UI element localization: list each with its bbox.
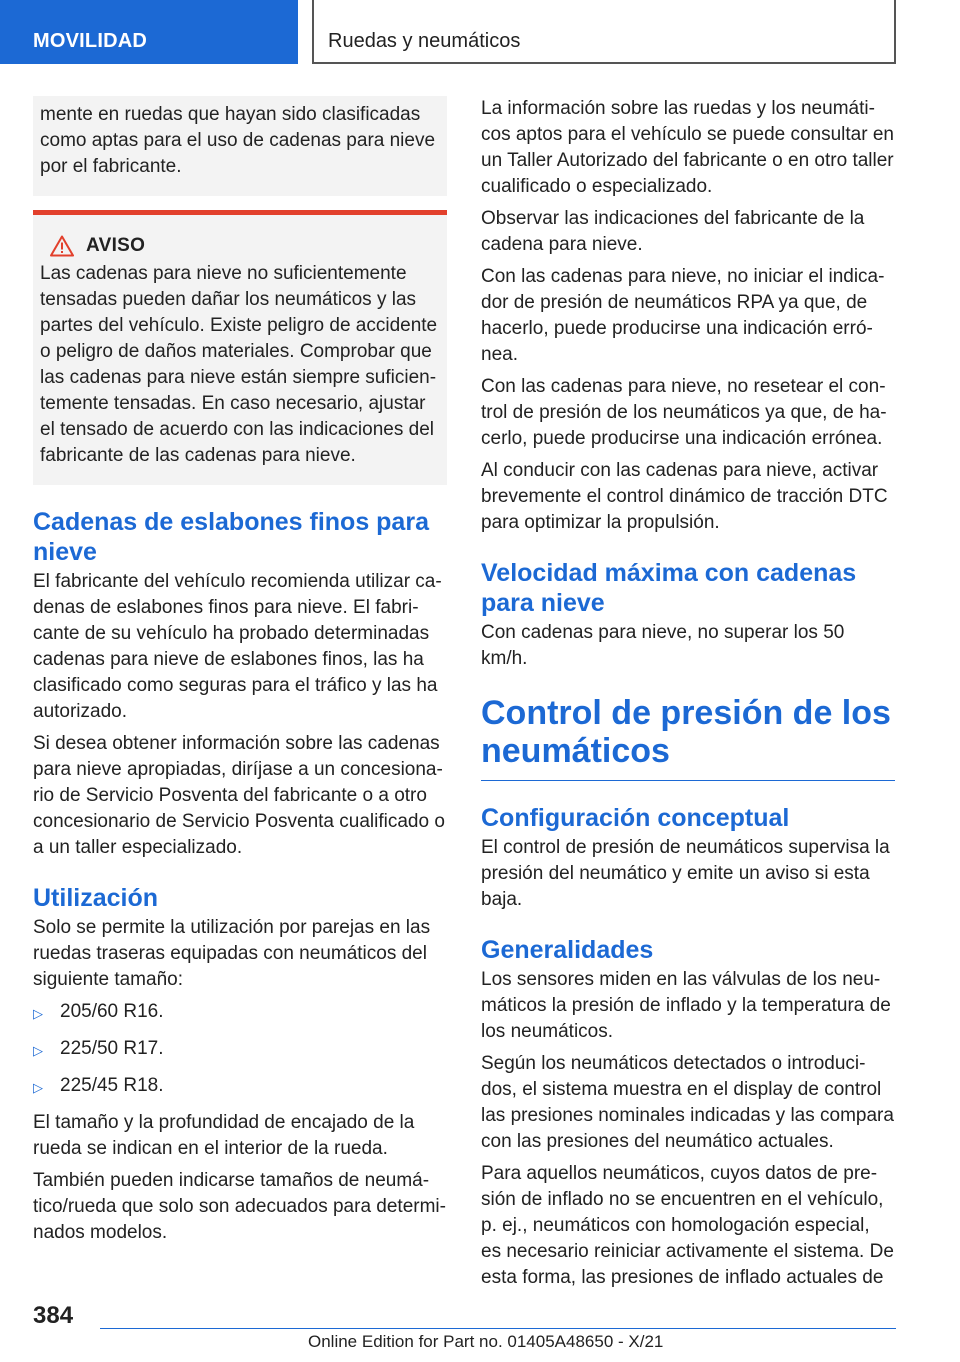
footer-divider: [100, 1328, 896, 1329]
left-column: [33, 96, 447, 1252]
paragraph: También pueden indicarse tamaños de neumático/rueda que solo son adecuados para determinados modelos.: [33, 1170, 446, 1243]
paragraph: Con las cadenas para nieve, no iniciar el indicador de presión de neumáticos RPA ya que, de hacerlo, puede producirse una indicación errónea.: [481, 266, 885, 365]
paragraph: Según los neumáticos detectados o introducidos, el sistema muestra en el display de control las presiones nominales indicadas y las compara con las presiones del neumático actuales.: [481, 1053, 894, 1152]
warning-box: [33, 210, 447, 485]
footer-edition: Online Edition for Part no. 01405A48650 - X/21: [308, 1332, 664, 1351]
warning-text: Las cadenas para nieve no suficientemente tensadas pueden dañar los neumáticos y las partes del vehículo. Existe peligro de accidente o peligro de daños materiales. Comprobar que las cadenas para nieve están siempre suficientemente tensadas. En caso necesario, ajustar el tensado de acuerdo con las indicaciones del fabricante de las cadenas para nieve.: [40, 263, 438, 466]
paragraph: La información sobre las ruedas y los neumáticos aptos para el vehículo se puede consultar en un Taller Autorizado del fabricante o en otro taller cualificado o especializado.: [481, 98, 894, 197]
section-title-max-speed: Velocidad máxima con cadenas para nieve: [481, 559, 857, 617]
paragraph: El control de presión de neumáticos supervisa la presión del neumático y emite un aviso si esta baja.: [481, 837, 890, 910]
section-title-general: Generalidades: [481, 936, 654, 964]
list-item: ▷ 225/50 R17.: [33, 1036, 447, 1064]
warning-triangle-icon: [50, 235, 74, 257]
paragraph: Solo se permite la utilización por parejas en las ruedas traseras equipadas con neumáticos del siguiente tamaño:: [33, 917, 431, 990]
list-item: ▷ 225/45 R18.: [33, 1073, 447, 1101]
paragraph: El tamaño y la profundidad de encajado de la rueda se indican en el interior de la rueda.: [33, 1112, 415, 1159]
list-item: ▷ 205/60 R16.: [33, 999, 447, 1027]
triangle-bullet-icon: ▷: [33, 1006, 43, 1021]
paragraph: Con cadenas para nieve, no superar los 50 km/h.: [481, 622, 845, 669]
triangle-bullet-icon: ▷: [33, 1043, 43, 1058]
warning-title: AVISO: [86, 235, 146, 256]
triangle-bullet-icon: ▷: [33, 1080, 43, 1095]
paragraph: Los sensores miden en las válvulas de los neumáticos la presión de inflado y la temperatura de los neumáticos.: [481, 969, 891, 1042]
right-column: [481, 96, 895, 1297]
paragraph: Para aquellos neumáticos, cuyos datos de presión de inflado no se encuentren en el vehículo, p. ej., neumáticos con homologación especial, es necesario reiniciar activamente el sistema. De esta forma, las presiones de inflado actuales de: [481, 1163, 894, 1288]
page-header: [0, 0, 960, 66]
paragraph: Observar las indicaciones del fabricante de la cadena para nieve.: [481, 208, 865, 255]
chapter-title-tab: Ruedas y neumáticos: [312, 0, 896, 64]
section-title-usage: Utilización: [33, 884, 159, 912]
section-tab: MOVILIDAD: [0, 0, 298, 64]
paragraph: Si desea obtener información sobre las cadenas para nieve apropiadas, diríjase a un concesionario de Servicio Posventa del fabricante o a otro concesionario de Servicio Posventa cualificado o a un taller especializado.: [33, 733, 445, 858]
section-title-fine-link-chains: Cadenas de eslabones finos para nieve: [33, 508, 429, 566]
note-box: [33, 96, 447, 196]
note-text: mente en ruedas que hayan sido clasificadas como aptas para el uso de cadenas para nieve por el fabricante.: [40, 104, 436, 177]
section-title-concept: Configuración conceptual: [481, 804, 790, 832]
page-number: 384: [33, 1302, 74, 1329]
tire-size-list: [33, 999, 447, 1101]
paragraph: El fabricante del vehículo recomienda utilizar cadenas de eslabones finos para nieve. El fabricante de su vehículo ha probado determinadas cadenas para nieve de eslabones finos, las ha clasificado como seguras para el tráfico y las ha autorizado.: [33, 571, 442, 722]
chapter-heading-tire-pressure: Control de presión de los neumáticos: [481, 694, 895, 781]
warning-header: [40, 215, 439, 261]
paragraph: Con las cadenas para nieve, no resetear el control de presión de los neumáticos ya que, de hacerlo, puede producirse una indicación errónea.: [481, 376, 887, 449]
paragraph: Al conducir con las cadenas para nieve, activar brevemente el control dinámico de tracción DTC para optimizar la propulsión.: [481, 460, 888, 533]
